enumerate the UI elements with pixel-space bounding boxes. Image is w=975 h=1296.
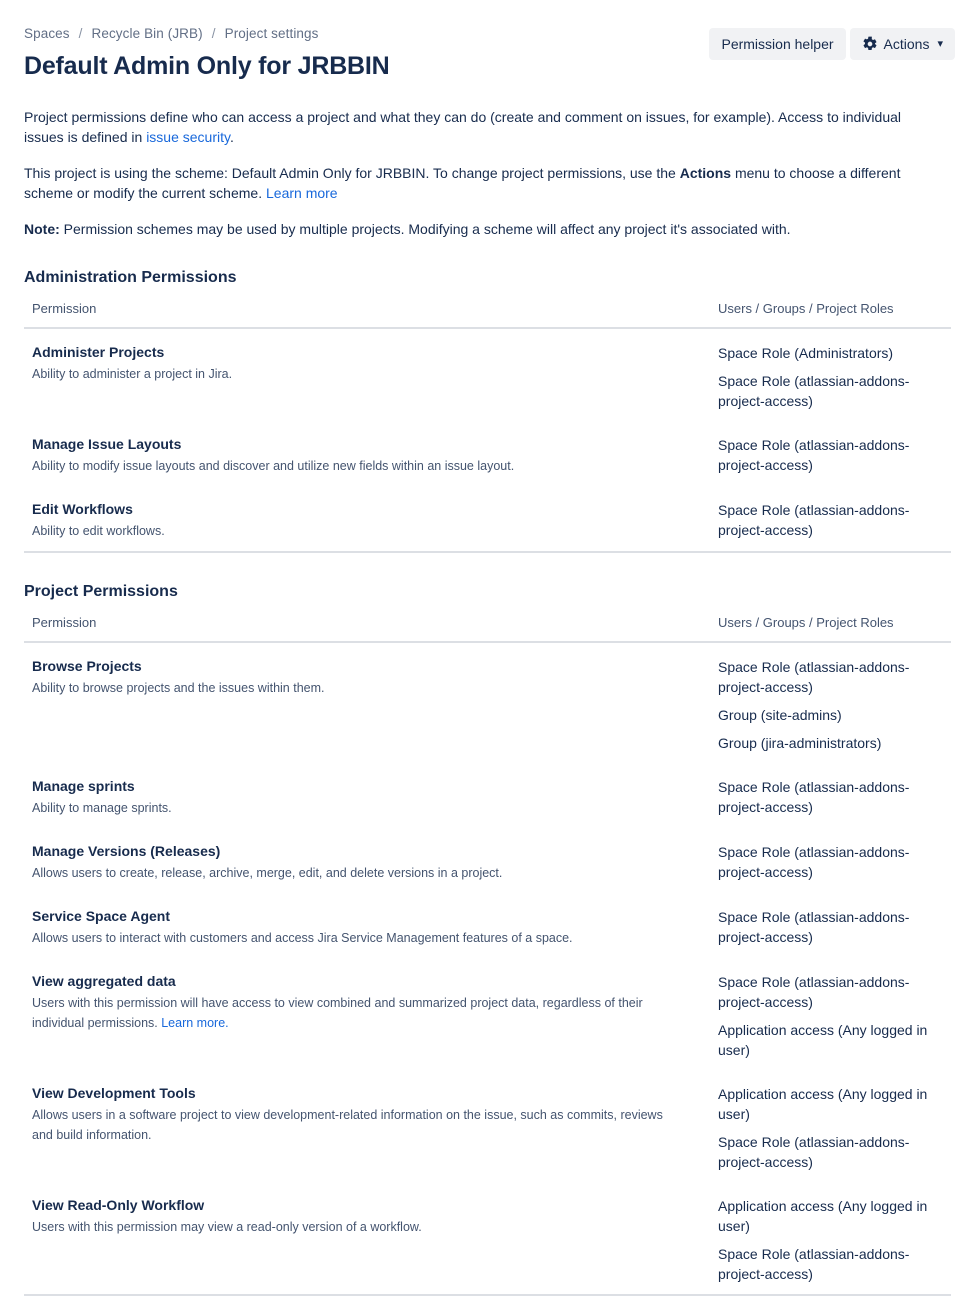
holders-list [718, 343, 943, 411]
holders-cell [710, 486, 951, 552]
page-title: Default Admin Only for JRBBIN [24, 52, 390, 80]
permission-cell [24, 421, 710, 486]
permission-description-text: Ability to administer a project in Jira. [32, 367, 233, 381]
column-header-permission: Permission [24, 301, 710, 328]
holders-list [718, 1196, 943, 1284]
learn-more-link[interactable]: Learn more. [161, 1016, 229, 1030]
permission-description-text: Ability to edit workflows. [32, 524, 165, 538]
intro-p2-text-b: menu to choose a different scheme or modify the current scheme. [24, 165, 901, 201]
permission-sections [0, 268, 975, 1296]
holder-item: Application access (Any logged in user) [718, 1022, 928, 1058]
intro-text [0, 107, 975, 239]
holder-item: Application access (Any logged in user) [718, 1198, 928, 1234]
header-action-buttons [709, 26, 955, 60]
intro-p2-bold-actions: Actions [679, 165, 732, 181]
holder-item: Group (site-admins) [718, 707, 842, 723]
permission-name: Browse Projects [32, 658, 142, 674]
permission-description [32, 678, 686, 698]
holders-list [718, 500, 943, 540]
holder-item: Space Role (atlassian-addons-project-access) [718, 373, 910, 409]
permission-description-text: Ability to manage sprints. [32, 801, 172, 815]
holder-item: Space Role (atlassian-addons-project-access) [718, 779, 910, 815]
breadcrumb-separator: / [211, 26, 216, 41]
intro-p2-text-a: This project is using the scheme: Default Admin Only for JRBBIN. To change project permissions, use the [24, 165, 680, 181]
holder-item: Space Role (Administrators) [718, 345, 894, 361]
table-row [24, 1182, 951, 1295]
permission-description [32, 798, 686, 818]
table-header-row [24, 615, 951, 642]
permission-name: Edit Workflows [32, 501, 133, 517]
issue-security-link[interactable]: issue security [146, 129, 230, 145]
permission-cell [24, 1182, 710, 1295]
section-project-permissions [0, 582, 975, 1296]
holders-list [718, 907, 943, 947]
intro-p1-text-a: Project permissions define who can access a project and what they can do (create and comment on issues, for example). Access to individual issues is defined in [24, 109, 902, 145]
holder-item: Space Role (atlassian-addons-project-access) [718, 502, 910, 538]
breadcrumb-item-recycle-bin[interactable]: Recycle Bin (JRB) [91, 26, 203, 41]
holders-list [718, 435, 943, 475]
table-row [24, 893, 951, 958]
table-header-row [24, 301, 951, 328]
section-title: Administration Permissions [24, 269, 237, 286]
permission-name: Manage Versions (Releases) [32, 843, 221, 859]
permission-name: Administer Projects [32, 344, 165, 360]
holders-cell [710, 1182, 951, 1295]
permission-description-text: Ability to modify issue layouts and discover and utilize new fields within an issue layout. [32, 459, 515, 473]
permission-description [32, 456, 686, 476]
gear-icon [862, 36, 878, 52]
permission-cell [24, 828, 710, 893]
permission-description [32, 521, 686, 541]
intro-paragraph-scheme [24, 163, 924, 203]
permission-cell [24, 642, 710, 763]
table-row [24, 486, 951, 552]
holders-cell [710, 1070, 951, 1182]
column-header-permission: Permission [24, 615, 710, 642]
permission-name: Manage Issue Layouts [32, 436, 182, 452]
note-label: Note: [24, 221, 60, 237]
permission-helper-button[interactable] [709, 28, 845, 60]
table-row [24, 421, 951, 486]
holders-cell [710, 958, 951, 1070]
permission-cell [24, 486, 710, 552]
section-title: Project Permissions [24, 583, 178, 600]
actions-label: Actions [883, 36, 930, 52]
section-administration-permissions [0, 268, 975, 553]
permission-description-text: Allows users in a software project to view development-related information on the issue, such as commits, reviews and build information. [32, 1108, 663, 1142]
holders-list [718, 972, 943, 1060]
holders-cell [710, 642, 951, 763]
page-header-left [24, 26, 709, 81]
permission-cell [24, 328, 710, 421]
permission-description-text: Users with this permission may view a read-only version of a workflow. [32, 1220, 422, 1234]
permission-description-text: Users with this permission will have access to view combined and summarized project data, regardless of their individual permissions. [32, 996, 643, 1030]
column-header-holders: Users / Groups / Project Roles [710, 615, 951, 642]
permission-cell [24, 958, 710, 1070]
table-row [24, 958, 951, 1070]
permission-name: View Read-Only Workflow [32, 1197, 205, 1213]
permission-description [32, 928, 686, 948]
table-row [24, 763, 951, 828]
holders-list [718, 842, 943, 882]
holder-item: Space Role (atlassian-addons-project-access) [718, 844, 910, 880]
intro-paragraph-note [24, 219, 924, 239]
permission-description [32, 863, 686, 883]
intro-p1-text-b: . [229, 129, 234, 145]
breadcrumb [24, 26, 709, 42]
permission-helper-label: Permission helper [721, 36, 834, 52]
permissions-table [24, 615, 951, 1296]
table-row [24, 642, 951, 763]
permission-name: View Development Tools [32, 1085, 196, 1101]
chevron-down-icon: ▾ [937, 37, 943, 50]
holder-item: Space Role (atlassian-addons-project-access) [718, 437, 910, 473]
table-row [24, 1070, 951, 1182]
note-text: Permission schemes may be used by multiple projects. Modifying a scheme will affect any project it's associated with. [59, 221, 791, 237]
permission-cell [24, 893, 710, 958]
breadcrumb-item-spaces[interactable]: Spaces [24, 26, 70, 41]
holder-item: Space Role (atlassian-addons-project-access) [718, 909, 910, 945]
holder-item: Group (jira-administrators) [718, 735, 882, 751]
holders-cell [710, 328, 951, 421]
permissions-table [24, 301, 951, 553]
table-row [24, 828, 951, 893]
holder-item: Space Role (atlassian-addons-project-access) [718, 1246, 910, 1282]
holders-cell [710, 421, 951, 486]
page-header [0, 0, 975, 81]
holders-cell [710, 828, 951, 893]
holders-cell [710, 893, 951, 958]
permission-description-text: Allows users to create, release, archive, merge, edit, and delete versions in a project. [32, 866, 503, 880]
table-row [24, 328, 951, 421]
holders-cell [710, 763, 951, 828]
learn-more-link[interactable]: Learn more [266, 185, 338, 201]
holder-item: Space Role (atlassian-addons-project-access) [718, 974, 910, 1010]
permission-name: Manage sprints [32, 778, 135, 794]
holders-list [718, 657, 943, 753]
permission-description-text: Allows users to interact with customers and access Jira Service Management features of a space. [32, 931, 573, 945]
column-header-holders: Users / Groups / Project Roles [710, 301, 951, 328]
permission-name: Service Space Agent [32, 908, 170, 924]
permission-description [32, 1217, 686, 1237]
permission-cell [24, 1070, 710, 1182]
permission-cell [24, 763, 710, 828]
permission-description [32, 993, 686, 1033]
holder-item: Space Role (atlassian-addons-project-access) [718, 1134, 910, 1170]
breadcrumb-item-project-settings[interactable]: Project settings [224, 26, 319, 41]
holder-item: Application access (Any logged in user) [718, 1086, 928, 1122]
holder-item: Space Role (atlassian-addons-project-access) [718, 659, 910, 695]
breadcrumb-separator: / [78, 26, 83, 41]
intro-paragraph-permissions [24, 107, 924, 147]
holders-list [718, 777, 943, 817]
permission-name: View aggregated data [32, 973, 176, 989]
actions-button[interactable] [850, 28, 955, 60]
permission-description-text: Ability to browse projects and the issues within them. [32, 681, 325, 695]
permission-description [32, 1105, 686, 1145]
permission-description [32, 364, 686, 384]
holders-list [718, 1084, 943, 1172]
